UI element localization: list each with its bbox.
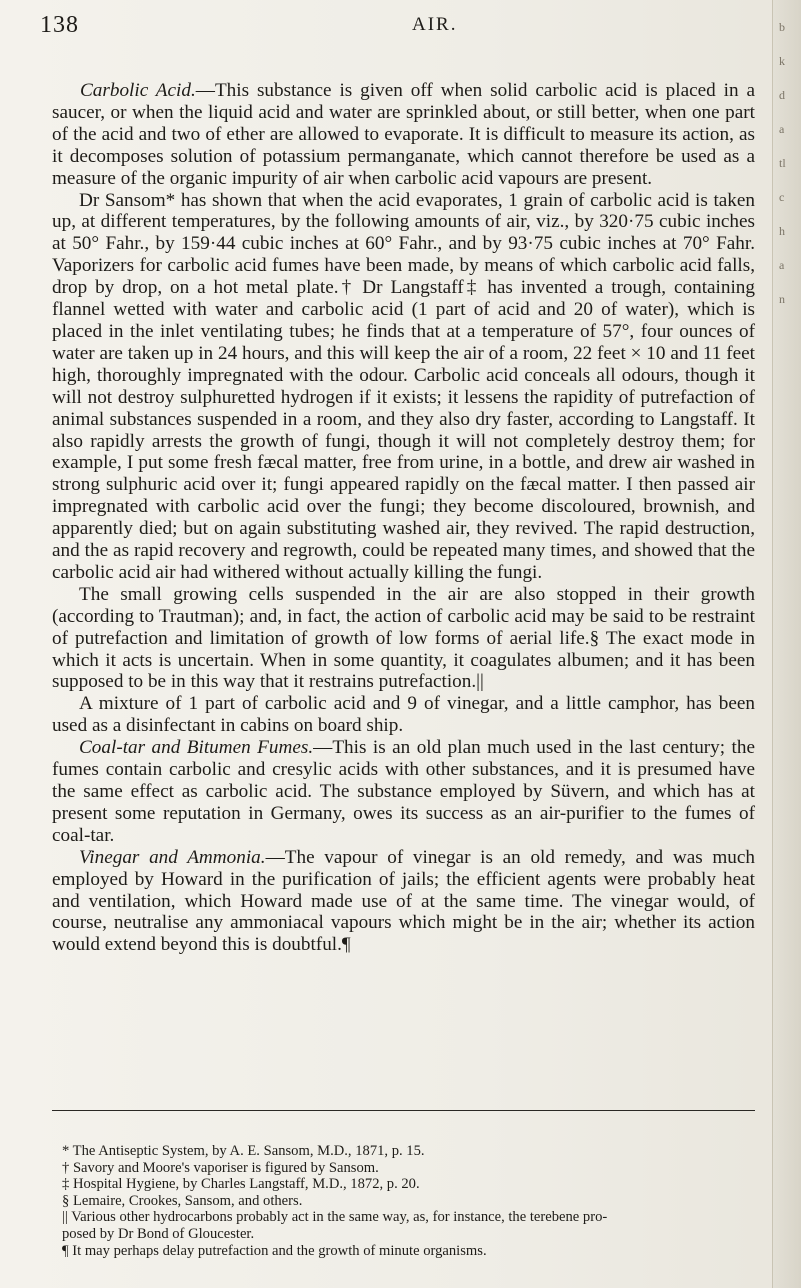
paragraph-sansom: [52, 190, 755, 584]
paragraph-text: Dr Sansom* has shown that when the acid evaporates, 1 grain of carbolic acid is taken up, at different temperatures, by the following amounts of air, viz., by 320·75 cubic inches at 50° Fahr., by 159·44 cubic inches at 60° Fahr., and by 93·75 cubic inches at 70° Fahr. Vaporizers for carbolic acid fumes have been made, by means of which carbolic acid falls, drop by drop, on a hot metal plate.† Dr Langstaff‡ has invented a trough, containing flannel wetted with water and carbolic acid (1 part of acid and 20 of water), which is placed in the inlet ventilating tubes; he finds that at a temperature of 57°, four ounces of water are taken up in 24 hours, and this will keep the air of a room, 22 feet × 10 and 11 feet high, thoroughly impregnated with the odour. Carbolic acid conceals all odours, though it will not destroy sulphuretted hydrogen if it exists; it lessens the rapidity of putrefaction of animal substances suspended in a room, and they also dry faster, according to Langstaff. It also rapidly arrests the growth of fungi, though it will not completely destroy them; for example, I put some fresh fæcal matter, free from urine, in a bottle, and drew air washed in strong sulphuric acid over it; fungi appeared rapidly on the fæcal matter. I then passed air impregnated with carbolic acid over the fungi; they become discoloured, brownish, and apparently died; but on again substituting washed air, they revived. The rapid destruction, and the as rapid recovery and regrowth, could be repeated many times, and showed that the carbolic acid air had withered without actually killing the fungi.: [52, 189, 755, 583]
paragraph-text: The small growing cells suspended in the air are also stopped in their growth (according to Trautman); and, in fact, the action of carbolic acid may be said to be restraint of putrefaction and limitation of growth of low forms of aerial life.§ The exact mode in which it acts is uncertain. When in some quantity, it coagulates albumen; and it has been supposed to be in this way that it restrains putrefaction.||: [52, 583, 755, 693]
page-header: [40, 12, 760, 46]
section-heading-coal-tar: Coal-tar and Bitumen Fumes.: [79, 737, 314, 759]
section-heading-vinegar: Vinegar and Ammonia.: [79, 846, 266, 868]
paragraph-mixture: [52, 693, 755, 737]
adjacent-page-edge: [772, 0, 801, 1288]
bleed-letter: a: [779, 122, 785, 136]
body-text: [52, 80, 755, 956]
bleed-letter: n: [779, 292, 785, 306]
footnote: posed by Dr Bond of Gloucester.: [62, 1225, 255, 1242]
footnote-divider: [52, 1110, 755, 1111]
footnote: † Savory and Moore's vaporiser is figured by Sansom.: [62, 1159, 379, 1176]
paragraph-growing-cells: [52, 584, 755, 694]
bleed-letter: c: [779, 190, 785, 204]
paragraph-text: —This is an old plan much used in the last century; the fumes contain carbolic and cresylic acids with other substances, and it is presumed have the same effect as carbolic acid. The substance employed by Süvern, and which has at present some reputation in Germany, owes its success as an air-purifier to the fumes of coal-tar.: [52, 737, 755, 846]
section-heading-carbolic-acid: Carbolic Acid.: [80, 80, 196, 101]
running-head: AIR.: [412, 14, 458, 35]
paragraph-coal-tar: [52, 737, 755, 847]
footnote: || Various other hydrocarbons probably act in the same way, as, for instance, the terebene pro-: [62, 1209, 608, 1226]
footnotes: [62, 1143, 755, 1259]
footnote: § Lemaire, Crookes, Sansom, and others.: [62, 1192, 303, 1209]
paragraph-carbolic-acid: [52, 80, 755, 190]
bleed-letter: h: [779, 224, 785, 238]
footnote: ‡ Hospital Hygiene, by Charles Langstaff, M.D., 1872, p. 20.: [62, 1176, 420, 1193]
footnote: ¶ It may perhaps delay putrefaction and the growth of minute organisms.: [62, 1242, 487, 1259]
bleed-letter: a: [779, 258, 785, 272]
bleed-letter: tl: [779, 156, 786, 170]
bleed-letter: k: [779, 54, 785, 68]
paragraph-text: —This substance is given off when solid carbolic acid is placed in a saucer, or when the liquid acid and water are sprinkled about, or still better, when one part of the acid and two of ether are allowed to evaporate. It is difficult to measure its action, as it decomposes solution of potassium permanganate, which cannot therefore be used as a measure of the organic impurity of air when carbolic acid vapours are present.: [52, 80, 755, 189]
paragraph-text: A mixture of 1 part of carbolic acid and 9 of vinegar, and a little camphor, has been used as a disinfectant in cabins on board ship.: [52, 693, 755, 737]
page-number: 138: [40, 12, 79, 38]
bleed-letter: b: [779, 20, 785, 34]
footnote: * The Antiseptic System, by A. E. Sansom, M.D., 1871, p. 15.: [62, 1143, 425, 1159]
bleed-letter: d: [779, 88, 785, 102]
paragraph-text: —The vapour of vinegar is an old remedy, and was much employed by Howard in the purification of jails; the efficient agents were probably heat and ventilation, which Howard made use of at the same time. The vinegar would, of course, neutralise any ammoniacal vapours which might be in the air; whether its action would extend beyond this is doubtful.¶: [52, 846, 756, 956]
paragraph-vinegar: [52, 847, 755, 957]
